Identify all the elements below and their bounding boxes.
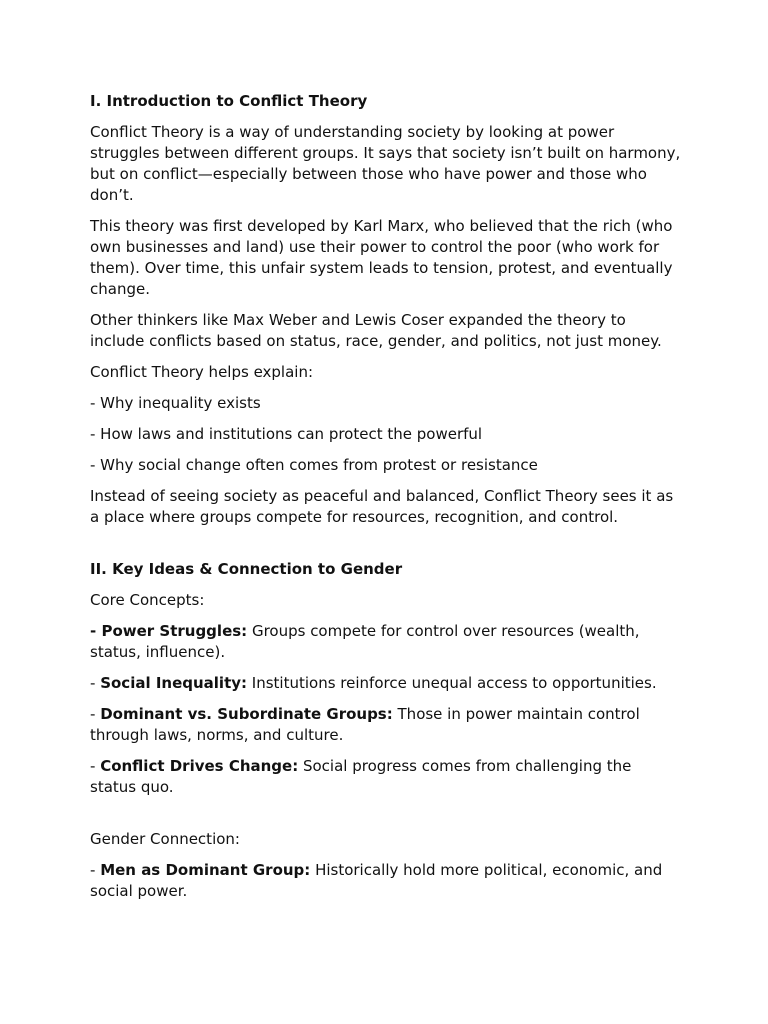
section1-heading: I. Introduction to Conflict Theory — [90, 92, 368, 110]
concept-dominant-subordinate — [90, 704, 682, 746]
section1-paragraph-5: Instead of seeing society as peaceful and balanced, Conflict Theory sees it as a place where groups compete for resources, recognition, and control. — [90, 487, 674, 526]
concept-term: Conflict Drives Change: — [100, 757, 299, 775]
concept-term: Social Inequality: — [100, 674, 248, 692]
concept-prefix: - — [90, 674, 101, 692]
section1-paragraph-2: This theory was first developed by Karl Marx, who believed that the rich (who own businesses and land) use their power to control the poor (who work for them). Over time, this unfair system leads to tension, protest, and eventually change. — [90, 217, 673, 298]
concept-power-struggles — [90, 621, 682, 663]
gender-connection-label: Gender Connection: — [90, 830, 240, 848]
concept-term: - Power Struggles: — [90, 622, 248, 640]
section1-paragraph-3: Other thinkers like Max Weber and Lewis Coser expanded the theory to include conflicts based on status, race, gender, and politics, not just money. — [90, 311, 662, 350]
section1-paragraph-1: Conflict Theory is a way of understanding society by looking at power struggles between different groups. It says that society isn’t built on harmony, but on conflict—especially between those who have power and those who don’t. — [90, 123, 681, 204]
document-page — [90, 91, 682, 912]
section2-heading: II. Key Ideas & Connection to Gender — [90, 560, 403, 578]
concept-social-inequality — [90, 673, 682, 694]
section1-bullet-3: - Why social change often comes from protest or resistance — [90, 456, 538, 474]
concept-text: Groups compete for control over resources (wealth, status, influence). — [90, 622, 640, 661]
concept-prefix: - — [90, 757, 101, 775]
gender-men-dominant-group — [90, 860, 682, 902]
section1-paragraph-4: Conflict Theory helps explain: — [90, 363, 314, 381]
gender-term: Men as Dominant Group: — [100, 861, 311, 879]
section1-bullet-2: - How laws and institutions can protect the powerful — [90, 425, 483, 443]
concept-conflict-drives-change — [90, 756, 682, 798]
concept-text: Those in power maintain control through laws, norms, and culture. — [90, 705, 640, 744]
concept-prefix: - — [90, 705, 101, 723]
section1-bullet-1: - Why inequality exists — [90, 394, 261, 412]
concept-text: Institutions reinforce unequal access to opportunities. — [247, 674, 657, 692]
gender-prefix: - — [90, 861, 101, 879]
concept-term: Dominant vs. Subordinate Groups: — [100, 705, 393, 723]
core-concepts-label: Core Concepts: — [90, 591, 205, 609]
gender-text: Historically hold more political, economic, and social power. — [90, 861, 663, 900]
concept-text: Social progress comes from challenging the status quo. — [90, 757, 632, 796]
